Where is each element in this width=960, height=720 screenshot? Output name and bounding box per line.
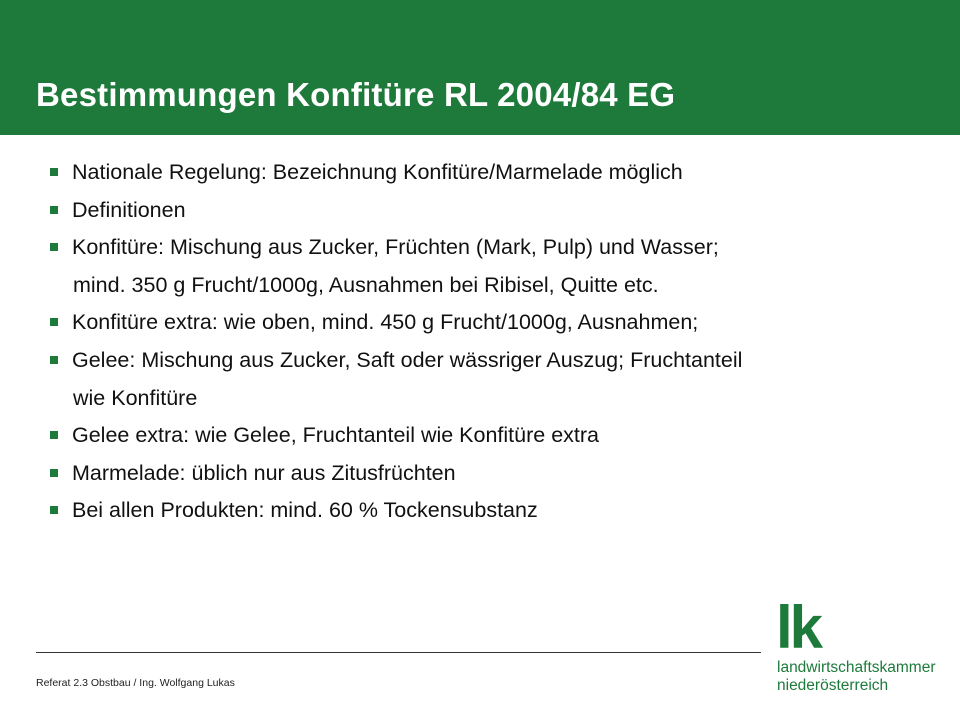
list-item-text: Nationale Regelung: Bezeichnung Konfitüre/Marmelade möglich <box>72 160 683 184</box>
logo-line-2: niederösterreich <box>777 677 889 694</box>
list-item-continuation <box>46 380 926 418</box>
logo-mark: lk <box>776 594 821 661</box>
square-bullet-icon <box>50 318 58 326</box>
list-item-text: Definitionen <box>72 197 186 222</box>
footer-text: Referat 2.3 Obstbau / Ing. Wolfgang Lukas <box>36 677 235 689</box>
logo <box>770 594 936 702</box>
list-item <box>46 342 926 380</box>
list-item-text: Gelee extra: wie Gelee, Fruchtanteil wie Konfitüre extra <box>72 423 600 448</box>
list-item <box>46 417 926 455</box>
square-bullet-icon <box>50 431 58 439</box>
list-item-text: Gelee: Mischung aus Zucker, Saft oder wässriger Auszug; Fruchtanteil <box>72 347 743 372</box>
bullet-list <box>46 154 926 530</box>
square-bullet-icon <box>50 206 58 214</box>
list-item <box>46 304 926 342</box>
list-item <box>46 154 926 192</box>
footer-divider <box>36 652 761 653</box>
title-bar <box>0 0 960 135</box>
logo-line-1: landwirtschaftskammer <box>777 659 936 676</box>
square-bullet-icon <box>50 168 58 176</box>
square-bullet-icon <box>50 469 58 477</box>
list-item-text: wie Konfitüre <box>73 385 198 410</box>
square-bullet-icon <box>50 243 58 251</box>
list-item-text: mind. 350 g Frucht/1000g, Ausnahmen bei Ribisel, Quitte etc. <box>73 272 659 297</box>
slide-title: Bestimmungen Konfitüre RL 2004/84 EG <box>36 76 676 113</box>
list-item-text: Marmelade: üblich nur aus Zitusfrüchten <box>72 460 456 485</box>
list-item-text: Bei allen Produkten: mind. 60 % Tockensubstanz <box>72 498 538 523</box>
list-item <box>46 192 926 230</box>
square-bullet-icon <box>50 356 58 364</box>
list-item-continuation <box>46 267 926 305</box>
list-item <box>46 455 926 493</box>
list-item <box>46 229 926 267</box>
list-item-text: Konfitüre: Mischung aus Zucker, Früchten (Mark, Pulp) und Wasser; <box>72 235 719 260</box>
list-item-text: Konfitüre extra: wie oben, mind. 450 g Frucht/1000g, Ausnahmen; <box>72 310 699 335</box>
list-item <box>46 492 926 530</box>
square-bullet-icon <box>50 506 58 514</box>
